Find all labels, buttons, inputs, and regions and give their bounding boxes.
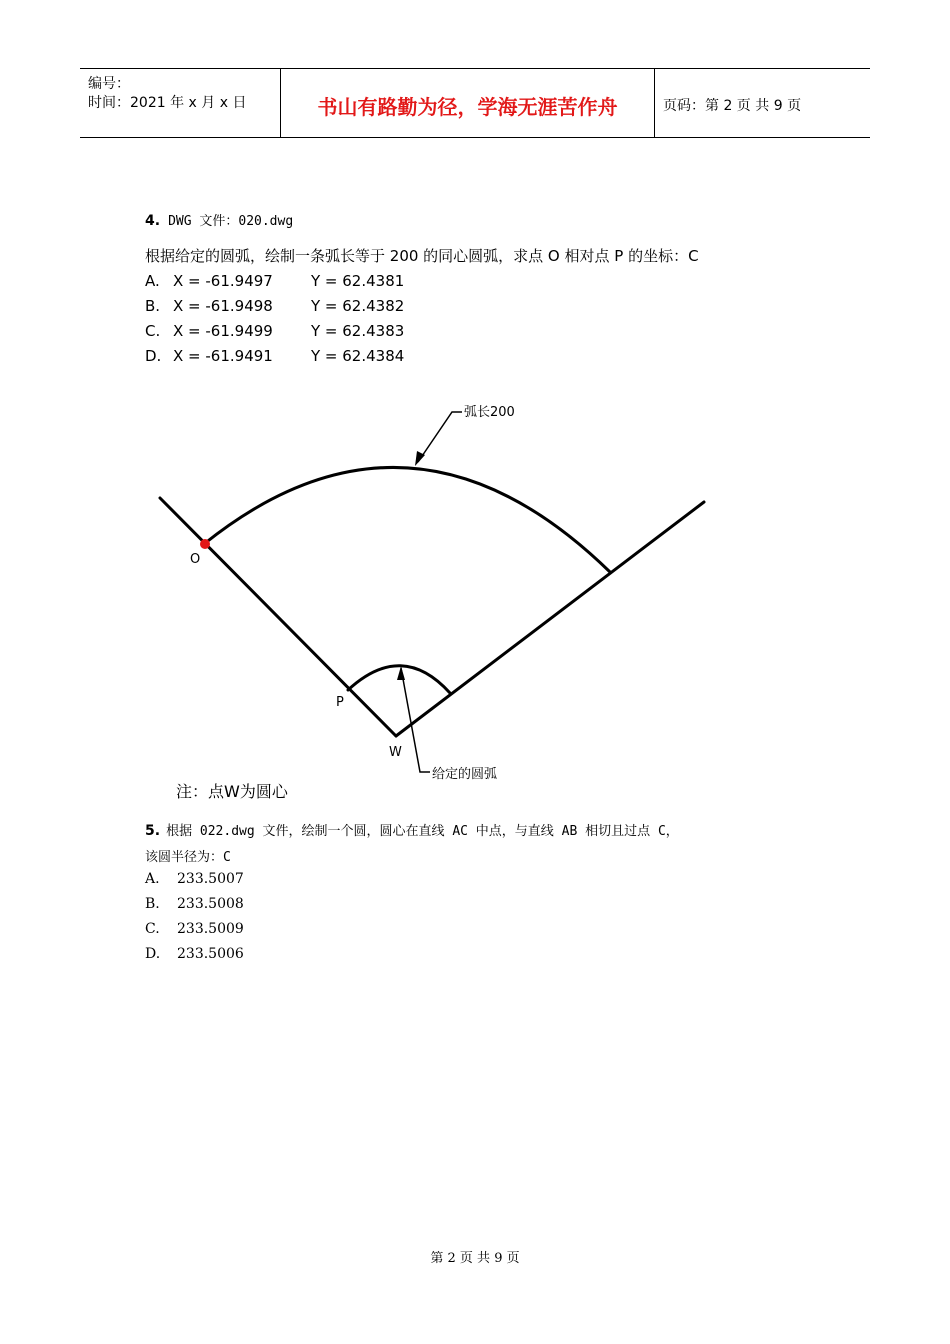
arc-length-leader [418,412,462,462]
header-motto: 书山有路勤为径，学海无涯苦作舟 [317,95,618,119]
option-y-value: Y = 62.4383 [311,322,405,340]
arc-length-200 [204,467,610,572]
question-4-option-c [145,322,404,340]
option-value: 233.5009 [177,921,244,937]
point-w-label: W [389,745,402,760]
question-5-stem-end: 该圆半径为：C [145,850,231,865]
option-x-value: X = -61.9491 [173,347,273,365]
question-5-option-a [145,871,244,887]
question-4-file: DWG 文件：020.dwg [168,214,294,229]
question-4-option-a [145,272,404,290]
point-p-label: P [336,695,344,710]
diagram-note: 注：点W为圆心 [176,782,288,801]
point-o-label: O [190,552,201,567]
option-value: 233.5007 [177,871,244,887]
document-date: 时间：2021 年 x 月 x 日 [88,95,247,111]
option-x-value: X = -61.9497 [173,272,273,290]
question-5-option-c [145,921,244,937]
option-y-value: Y = 62.4384 [311,347,405,365]
question-5-option-b [145,896,244,912]
document-number-label: 编号： [88,76,130,92]
left-ray [160,498,396,736]
option-letter: B. [145,297,161,315]
arc-diagram [0,380,950,780]
page-footer: 第 2 页 共 9 页 [430,1251,520,1266]
question-4-number: 4. [145,213,161,229]
question-4-title [145,210,293,229]
option-letter: B. [145,896,160,912]
option-letter: C. [145,921,160,937]
point-o-marker [200,539,210,549]
header-right-cell [655,69,870,137]
option-value: 233.5006 [177,946,244,962]
page-header [80,68,870,138]
given-arc-label: 给定的圆弧 [432,767,498,780]
option-y-value: Y = 62.4381 [311,272,405,290]
question-4-stem: 根据给定的圆弧，绘制一条弧长等于 200 的同心圆弧，求点 O 相对点 P 的坐标：C [145,247,699,265]
option-letter: C. [145,322,161,340]
option-x-value: X = -61.9498 [173,297,273,315]
header-page-info: 页码：第 2 页 共 9 页 [663,98,802,114]
option-letter: D. [145,347,162,365]
option-letter: D. [145,946,161,962]
option-x-value: X = -61.9499 [173,322,273,340]
right-ray [396,502,704,736]
option-y-value: Y = 62.4382 [311,297,405,315]
question-5-stem: 根据 022.dwg 文件，绘制一个圆，圆心在直线 AC 中点，与直线 AB 相切且过点 C， [166,824,679,839]
question-5-stem-line2 [145,846,231,865]
arc-length-label: 弧长200 [464,405,515,420]
given-arc-arrowhead [397,666,405,680]
question-5-number: 5. [145,823,161,839]
option-value: 233.5008 [177,896,244,912]
option-letter: A. [145,871,160,887]
question-5-option-d [145,946,244,962]
option-letter: A. [145,272,160,290]
question-4-option-b [145,297,404,315]
header-motto-cell [281,69,655,137]
question-5-title [145,820,679,839]
question-4-option-d [145,347,404,365]
header-left-cell [80,69,281,137]
